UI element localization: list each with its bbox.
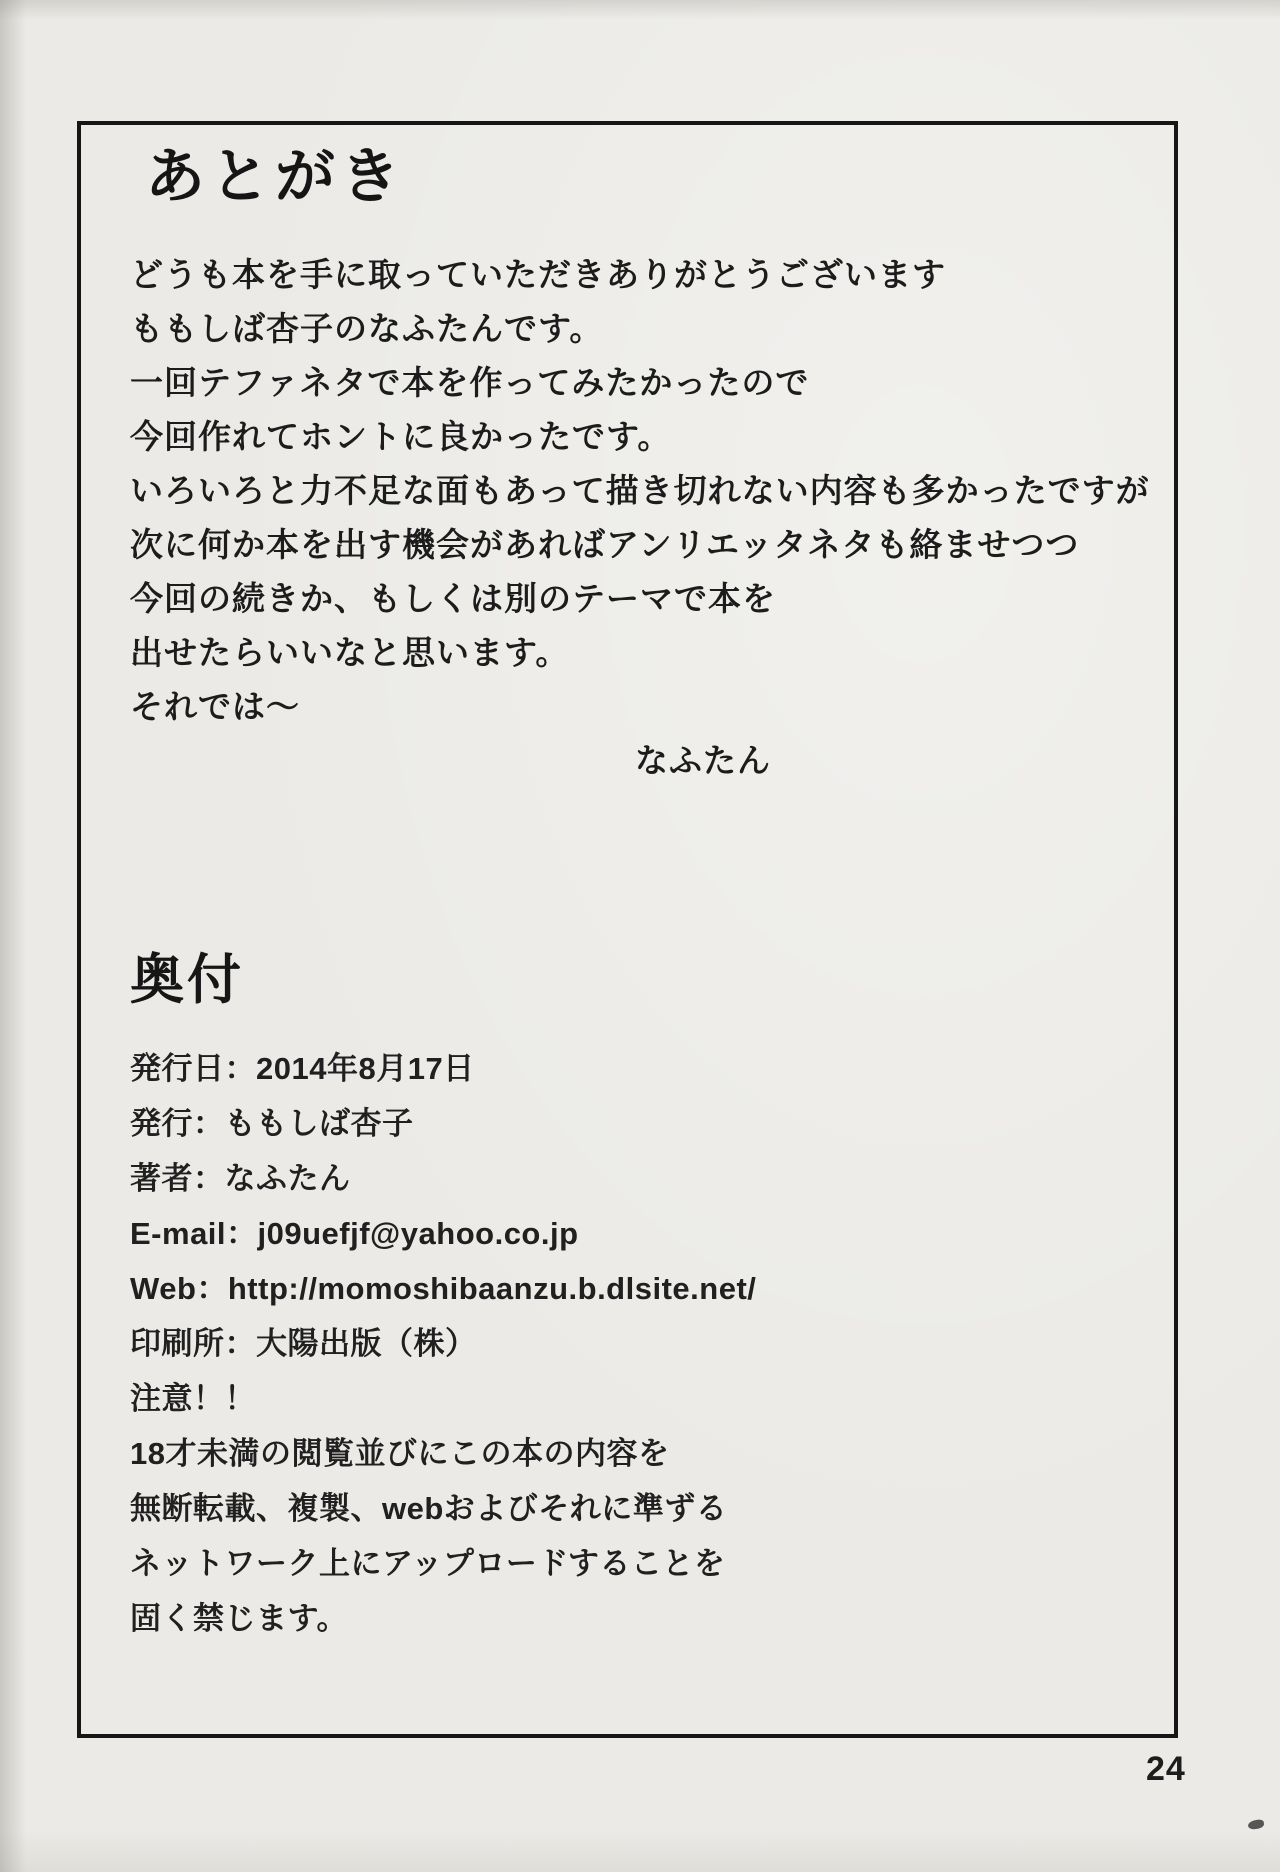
afterword-line: ももしば杏子のなふたんです。 xyxy=(130,312,604,348)
colophon-line-email: E-mail：j09uefjf@yahoo.co.jp xyxy=(130,1216,579,1251)
afterword-line: 次に何か本を出す機会があればアンリエッタネタも絡ませつつ xyxy=(130,528,1080,564)
page-number: 24 xyxy=(1146,1750,1186,1788)
colophon-line-publisher: 発行：ももしば杏子 xyxy=(130,1106,414,1141)
colophon-title: 奥付 xyxy=(130,950,244,1010)
colophon-line-author: 著者：なふたん xyxy=(130,1161,351,1196)
afterword-line: いろいろと力不足な面もあって描き切れない内容も多かったですが xyxy=(130,474,1150,510)
afterword-signature: なふたん xyxy=(635,744,771,780)
colophon-line-web: Web：http://momoshibaanzu.b.dlsite.net/ xyxy=(130,1271,757,1306)
afterword-body xyxy=(130,249,1150,789)
colophon-line-notice-2: 無断転載、複製、webおよびそれに準ずる xyxy=(130,1491,728,1526)
afterword-line: 出せたらいいなと思います。 xyxy=(130,636,570,672)
afterword-title: あとがき xyxy=(145,144,405,210)
page-border-box xyxy=(77,121,1178,1738)
afterword-line: どうも本を手に取っていただきありがとうございます xyxy=(130,258,946,294)
scan-speck xyxy=(1247,1819,1264,1830)
colophon-line-notice-4: 固く禁じます。 xyxy=(130,1601,349,1636)
colophon-line-notice-3: ネットワーク上にアップロードすることを xyxy=(130,1546,726,1581)
colophon-line-notice-1: 18才未満の閲覧並びにこの本の内容を xyxy=(130,1436,670,1471)
afterword-line: 今回の続きか、もしくは別のテーマで本を xyxy=(130,582,776,618)
afterword-line: 今回作れてホントに良かったです。 xyxy=(130,420,672,456)
afterword-line: それでは～ xyxy=(130,690,300,726)
colophon-body xyxy=(130,1041,1130,1646)
colophon-line-warning: 注意！！ xyxy=(130,1381,256,1416)
colophon-line-printer: 印刷所：大陽出版（株） xyxy=(130,1326,477,1361)
afterword-line: 一回テファネタで本を作ってみたかったので xyxy=(130,366,810,402)
colophon-line-publish-date: 発行日：2014年8月17日 xyxy=(130,1051,475,1086)
